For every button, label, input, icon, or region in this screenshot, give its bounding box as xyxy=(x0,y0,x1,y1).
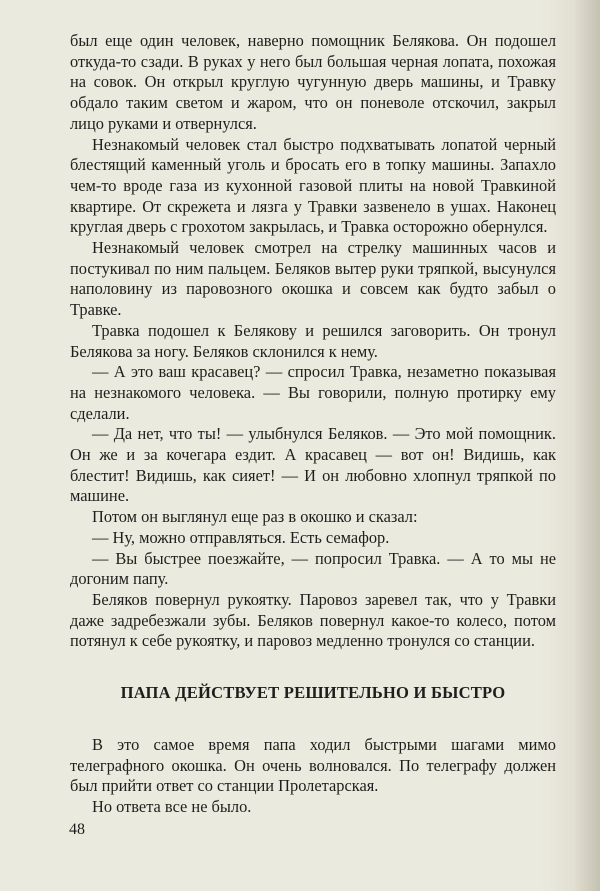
page-gutter-shadow xyxy=(574,0,600,891)
paragraph: — А это ваш красавец? — спросил Травка, незаметно показывая на незнакомого человека. — Вы говорили, полную протирку ему сделали. xyxy=(70,362,556,423)
chapter-text-block xyxy=(70,735,556,818)
paragraph: Но ответа все не было. xyxy=(92,797,252,817)
paragraph: Незнакомый человек смотрел на стрелку машинных часов и постукивал по ним пальцем. Беляков вытер руки тряпкой, высунулся наполовину из паровозного окошка и совсем как будто забыл о Травке. xyxy=(70,238,556,320)
paragraph: В это самое время папа ходил быстрыми шагами мимо телеграфного окошка. Он очень волновался. По телеграфу должен был прийти ответ со станции Пролетарская. xyxy=(70,735,556,796)
paragraph: Травка подошел к Белякову и решился заговорить. Он тронул Белякова за ногу. Беляков склонился к нему. xyxy=(70,320,556,361)
paragraph: Незнакомый человек стал быстро подхватывать лопатой черный блестящий каменный уголь и бросать его в топку машины. Запахло чем-то вроде газа из кухонной газовой плиты на новой Травкиной квартире. От скрежета и лязга у Травки зазвенело в ушах. Наконец круглая дверь с грохотом закрылась, и Травка осторожно обернулся. xyxy=(70,134,556,237)
chapter-title: ПАПА ДЕЙСТВУЕТ РЕШИТЕЛЬНО И БЫСТРО xyxy=(120,683,506,702)
paragraph: — Вы быстрее поезжайте, — попросил Травка. — А то мы не догоним папу. xyxy=(70,548,556,589)
paragraph: был еще один человек, наверно помощник Белякова. Он подошел откуда-то сзади. В руках у него был большая черная лопата, похожая на совок. Он открыл круглую чугунную дверь машины, и Травку обдало таким светом и жаром, что он поневоле отскочил, закрыл лицо руками и отвернулся. xyxy=(70,31,556,133)
paragraph: — Да нет, что ты! — улыбнулся Беляков. — Это мой помощник. Он же и за кочегара ездит. А красавец — вот он! Видишь, как блестит! Видишь, как сияет! — И он любовно хлопнул тряпкой по машине. xyxy=(70,424,556,506)
paragraph: Потом он выглянул еще раз в окошко и сказал: xyxy=(92,507,418,527)
paragraph: — Ну, можно отправляться. Есть семафор. xyxy=(92,527,390,547)
page-number: 48 xyxy=(69,821,85,838)
continued-text-block xyxy=(70,31,556,652)
paragraph: Беляков повернул рукоятку. Паровоз заревел так, что у Травки даже задребезжали зубы. Беляков повернул какое-то колесо, потом потянул к себе рукоятку, и паровоз медленно тронулся со станции. xyxy=(70,589,556,651)
